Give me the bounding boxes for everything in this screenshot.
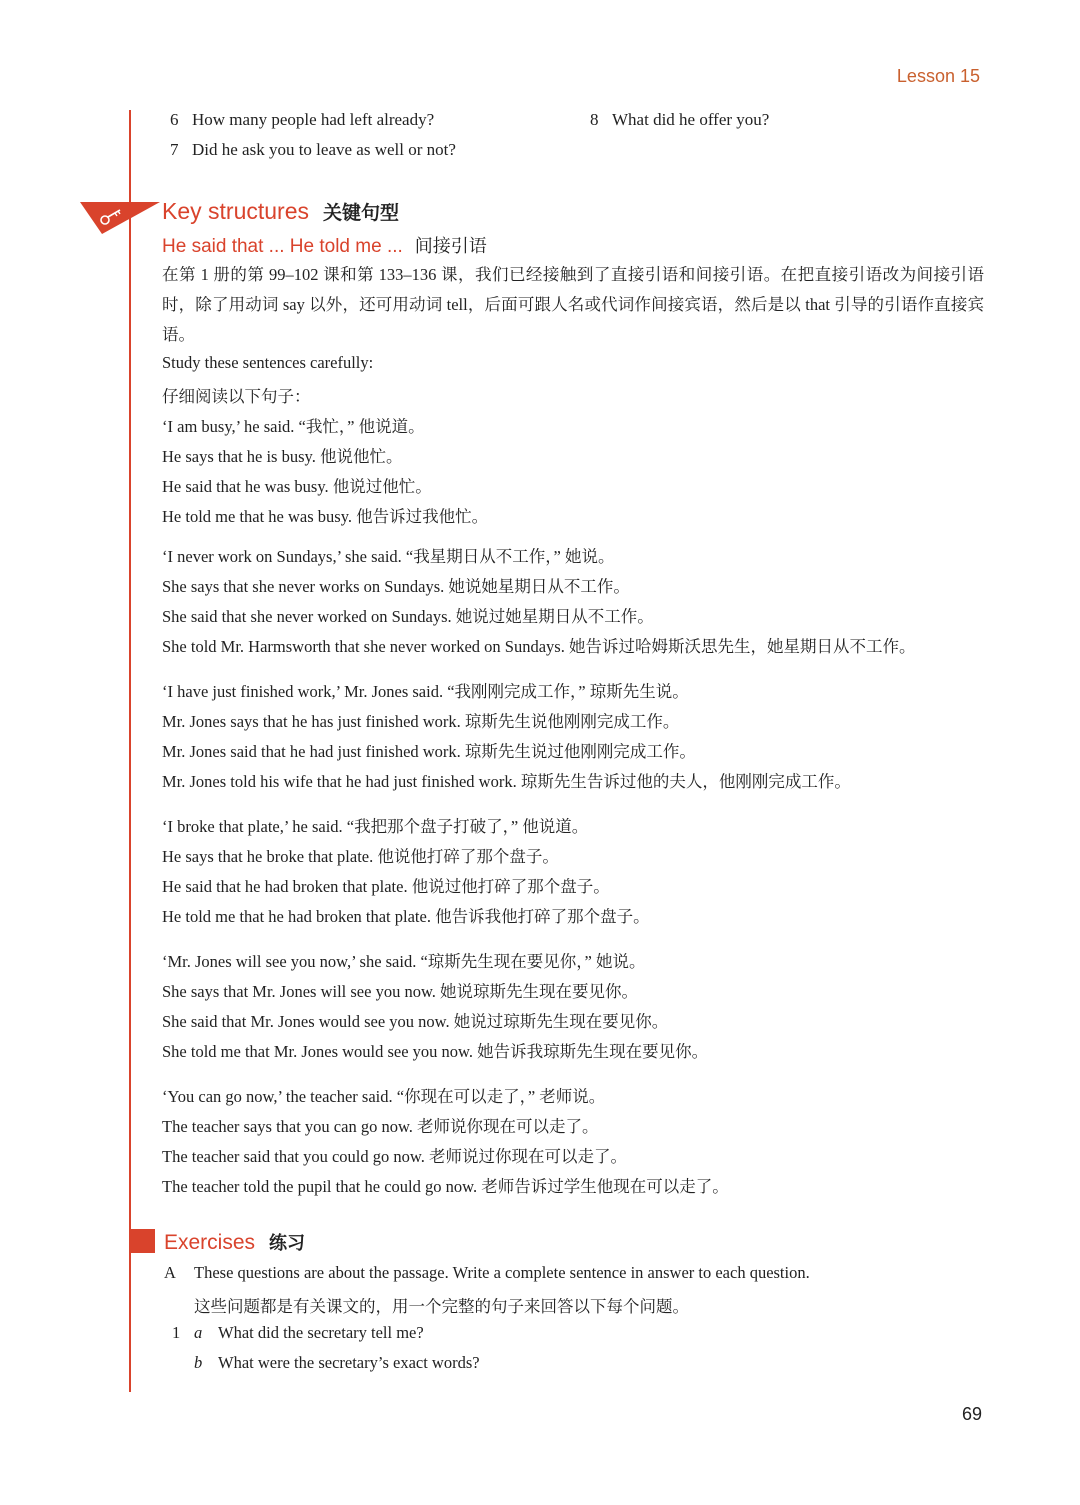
example-sentence: She told Mr. Harmsworth that she never worked on Sundays. 她告诉过哈姆斯沃思先生，她星期日从不工作。: [162, 637, 916, 656]
exercise-question-text: What did the secretary tell me?: [218, 1323, 424, 1342]
example-sentence: The teacher told the pupil that he could go now. 老师告诉过学生他现在可以走了。: [162, 1177, 729, 1196]
question-number: 6: [170, 110, 179, 129]
example-sentence: She says that she never works on Sundays. 她说她星期日从不工作。: [162, 577, 630, 596]
example-sentence: The teacher said that you could go now. 老师说过你现在可以走了。: [162, 1147, 627, 1166]
key-tab-icon: [80, 198, 160, 241]
exercise-a-label: A: [164, 1263, 176, 1282]
exercise-question-letter: a: [194, 1323, 203, 1342]
key-structures-subtitle: [162, 232, 487, 258]
exercise-question-number: 1: [172, 1323, 181, 1342]
example-sentence: He says that he broke that plate. 他说他打碎了那个盘子。: [162, 847, 559, 866]
example-sentence: The teacher says that you can go now. 老师说你现在可以走了。: [162, 1117, 599, 1136]
example-sentence: She said that she never worked on Sundays. 她说过她星期日从不工作。: [162, 607, 654, 626]
exercises-marker: [131, 1229, 155, 1253]
exercise-question-text: What were the secretary’s exact words?: [218, 1353, 480, 1372]
question-text: How many people had left already?: [192, 110, 435, 129]
exercises-title-en: Exercises: [164, 1231, 256, 1254]
title-en: Key structures: [162, 198, 309, 224]
example-sentence: ‘You can go now,’ the teacher said. “你现在可以走了，” 老师说。: [162, 1087, 606, 1106]
example-sentence: ‘I never work on Sundays,’ she said. “我星期日从不工作，” 她说。: [162, 547, 615, 566]
subtitle-zh: 间接引语: [414, 236, 487, 256]
study-instruction: Study these sentences carefully:: [162, 353, 374, 372]
study-instruction-zh: 仔细阅读以下句子：: [162, 387, 311, 406]
question-text: Did he ask you to leave as well or not?: [192, 140, 456, 159]
page-number: 69: [961, 1404, 982, 1424]
question-number: 7: [170, 140, 179, 159]
question-number: 8: [590, 110, 599, 129]
example-sentence: ‘I broke that plate,’ he said. “我把那个盘子打破了，” 他说道。: [162, 817, 589, 836]
example-sentence: He said that he had broken that plate. 他说过他打碎了那个盘子。: [162, 877, 610, 896]
example-sentence: ‘Mr. Jones will see you now,’ she said. “琼斯先生现在要见你，” 她说。: [162, 952, 646, 971]
example-sentence: He said that he was busy. 他说过他忙。: [162, 477, 432, 496]
example-sentence: ‘I am busy,’ he said. “我忙，” 他说道。: [162, 417, 425, 436]
example-sentence: She said that Mr. Jones would see you now. 她说过琼斯先生现在要见你。: [162, 1012, 669, 1031]
exercise-question-letter: b: [194, 1353, 203, 1372]
exercises-title: [164, 1229, 305, 1255]
example-sentence: ‘I have just finished work,’ Mr. Jones said. “我刚刚完成工作，” 琼斯先生说。: [162, 682, 689, 701]
intro-paragraph: 在第 1 册的第 99–102 课和第 133–136 课，我们已经接触到了直接引语和间接引语。在把直接引语改为间接引语时，除了用动词 say 以外，还可用动词 tell，后面可跟人名或代词作间接宾语，然后是以 that 引导的引语作直接宾语。: [162, 265, 984, 344]
question-8: [590, 110, 769, 130]
example-sentence: She says that Mr. Jones will see you now. 她说琼斯先生现在要见你。: [162, 982, 639, 1001]
example-sentence: He says that he is busy. 他说他忙。: [162, 447, 403, 466]
exercises-title-zh: 练习: [269, 1233, 306, 1253]
margin-rule: [129, 110, 131, 1392]
exercise-a-instruction-zh: 这些问题都是有关课文的，用一个完整的句子来回答以下每个问题。: [194, 1297, 689, 1316]
question-7: [170, 140, 456, 160]
example-sentence: He told me that he had broken that plate. 他告诉我他打碎了那个盘子。: [162, 907, 650, 926]
question-text: What did he offer you?: [612, 110, 770, 129]
question-6: [170, 110, 434, 130]
example-sentence: He told me that he was busy. 他告诉过我他忙。: [162, 507, 489, 526]
title-zh: 关键句型: [323, 203, 400, 224]
example-sentence: Mr. Jones says that he has just finished work. 琼斯先生说他刚刚完成工作。: [162, 712, 680, 731]
example-sentence: Mr. Jones said that he had just finished work. 琼斯先生说过他刚刚完成工作。: [162, 742, 696, 761]
example-sentence: Mr. Jones told his wife that he had just finished work. 琼斯先生告诉过他的夫人，他刚刚完成工作。: [162, 772, 851, 791]
key-structures-title: [162, 198, 399, 225]
example-sentence: She told me that Mr. Jones would see you now. 她告诉我琼斯先生现在要见你。: [162, 1042, 709, 1061]
lesson-header: Lesson 15: [896, 66, 980, 86]
exercise-a-instruction: These questions are about the passage. Write a complete sentence in answer to each question.: [194, 1263, 810, 1282]
subtitle-en: He said that ... He told me ...: [162, 236, 403, 257]
